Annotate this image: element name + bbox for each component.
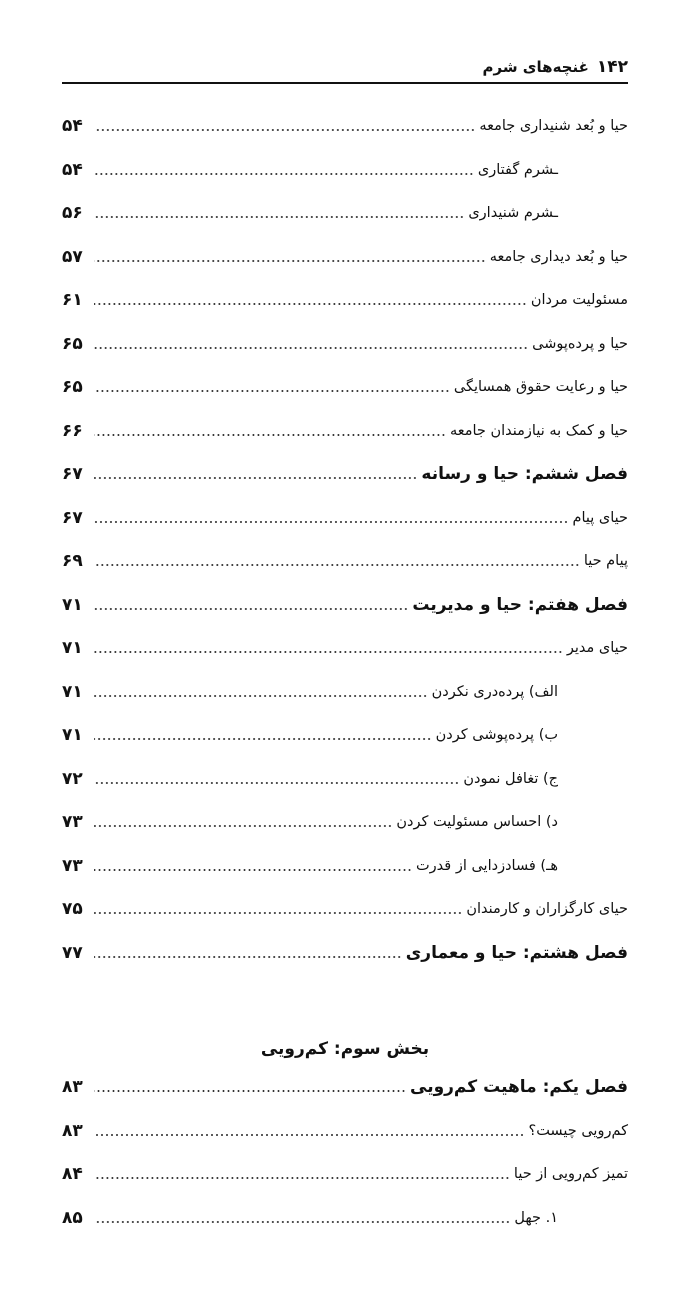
toc-page-number: ۷۱: [62, 594, 83, 615]
toc-entry-title: د) احساس مسئولیت کردن: [396, 814, 558, 830]
toc-entry-title: تمیز کم‌رویی از حیا: [513, 1166, 628, 1182]
dot-leader: [94, 1177, 510, 1179]
running-header: [62, 52, 628, 84]
dot-leader: [94, 695, 428, 697]
toc-entry-title: حیای کارگزاران و کارمندان: [466, 901, 628, 917]
toc-entry-row: [62, 889, 628, 929]
toc-entry-title: مسئولیت مردان: [530, 292, 628, 308]
toc-entry-row: [62, 106, 628, 146]
toc-entry-title: حیای مدیر: [566, 640, 628, 656]
toc-page-number: ۸۵: [62, 1207, 83, 1228]
toc-entry-title: ـشرم گفتاری: [477, 161, 558, 178]
toc-entry-row: [62, 324, 628, 364]
toc-page-number: ۵۴: [62, 116, 83, 136]
dot-leader: [94, 608, 408, 610]
dot-leader: [94, 477, 417, 479]
dot-leader: [94, 869, 412, 871]
dot-leader: [94, 1090, 406, 1092]
dot-leader: [94, 260, 486, 262]
toc-page-number: ۷۱: [62, 638, 83, 658]
dot-leader: [94, 564, 580, 566]
toc-entry-title: حیا و بُعد شنیداری جامعه: [479, 118, 628, 134]
toc-chapter-row: [62, 933, 628, 973]
toc-entry-title: ۱. جهل: [514, 1209, 558, 1226]
toc-entry-title: هـ) فسادزدایی از قدرت: [416, 857, 558, 874]
toc-chapter-row: [62, 1067, 628, 1107]
toc-page-number: ۶۱: [62, 290, 83, 310]
toc-entry-row: [62, 541, 628, 581]
toc-entry-title: فصل هفتم: حیا و مدیریت: [412, 594, 628, 615]
toc-page-number: ۶۵: [62, 333, 83, 354]
toc-page-number: ۷۱: [62, 725, 83, 745]
toc-entry-row: [62, 280, 628, 320]
dot-leader: [94, 303, 527, 305]
toc-entry-title: ـشرم شنیداری: [468, 205, 558, 221]
toc-entry-row: [62, 628, 628, 668]
dot-leader: [94, 738, 432, 740]
toc-entry-row: [62, 367, 628, 407]
toc-entry-title: حیای پیام: [572, 509, 628, 526]
toc-chapter-row: [62, 454, 628, 494]
toc-page-number: ۷۵: [62, 899, 83, 919]
dot-leader: [94, 173, 474, 175]
toc-entry-title: فصل ششم: حیا و رسانه: [421, 464, 628, 484]
toc-page-number: ۸۳: [62, 1077, 83, 1097]
part-heading: بخش سوم: کم‌رویی: [260, 1039, 430, 1059]
dot-leader: [94, 434, 446, 436]
dot-leader: [94, 521, 568, 523]
toc-entry-title: فصل یکم: ماهیت کم‌رویی: [410, 1077, 628, 1097]
toc-entry-title: حیا و بُعد دیداری جامعه: [489, 248, 628, 265]
toc-entry-row: [62, 150, 628, 190]
toc-page-number: ۵۶: [62, 203, 83, 223]
toc-page-number: ۷۷: [62, 942, 83, 963]
toc-entry-row: [62, 715, 628, 755]
toc-page-number: ۶۷: [62, 464, 83, 484]
toc-page-number: ۸۳: [62, 1120, 83, 1141]
dot-leader: [94, 347, 528, 349]
dot-leader: [94, 216, 464, 218]
toc-page-number: ۶۵: [62, 377, 83, 397]
toc-entry-row: [62, 672, 628, 712]
toc-page-number: ۶۷: [62, 507, 83, 528]
toc-entry-title: حیا و رعایت حقوق همسایگی: [453, 379, 628, 395]
dot-leader: [94, 825, 392, 827]
toc-page-number: ۵۷: [62, 246, 83, 267]
toc-entry-row: [62, 498, 628, 538]
toc-entry-title: فصل هشتم: حیا و معماری: [405, 942, 628, 963]
toc-page-number: ۷۳: [62, 812, 83, 832]
toc-entry-row: [62, 1154, 628, 1194]
dot-leader: [94, 782, 459, 784]
dot-leader: [94, 1134, 525, 1136]
dot-leader: [94, 912, 462, 914]
toc-page-number: ۷۲: [62, 768, 83, 789]
toc-entry-row: [62, 1198, 628, 1238]
toc-entry-row: [62, 759, 628, 799]
toc-entry-title: حیا و پرده‌پوشی: [532, 335, 628, 352]
toc-page-number: ۶۹: [62, 551, 83, 571]
toc-entry-row: [62, 802, 628, 842]
toc-entry-title: کم‌رویی چیست؟: [528, 1122, 628, 1139]
toc-entry-title: حیا و کمک به نیازمندان جامعه: [449, 422, 628, 439]
toc-page-number: ۸۴: [62, 1164, 83, 1184]
header-book-title: غنچه‌های شرم: [482, 58, 589, 76]
toc-chapter-row: [62, 585, 628, 625]
toc-entry-row: [62, 193, 628, 233]
toc-page-number: ۵۴: [62, 159, 83, 180]
dot-leader: [94, 956, 402, 958]
toc-entry-title: ب) پرده‌پوشی کردن: [435, 727, 558, 743]
dot-leader: [94, 129, 475, 131]
toc-entry-title: پیام حیا: [583, 553, 628, 569]
toc-entry-title: ج) تغافل نمودن: [463, 770, 558, 787]
toc-entry-title: الف) پرده‌دری نکردن: [431, 683, 558, 700]
toc-entry-row: [62, 411, 628, 451]
toc-page-number: ۷۱: [62, 681, 83, 702]
toc-page-number: ۶۶: [62, 420, 83, 441]
toc-page-number: ۷۳: [62, 855, 83, 876]
dot-leader: [94, 390, 450, 392]
toc-entry-row: [62, 237, 628, 277]
toc-entry-row: [62, 1111, 628, 1151]
dot-leader: [94, 651, 563, 653]
header-page-number: ۱۴۲: [596, 57, 628, 77]
dot-leader: [94, 1221, 510, 1223]
toc-entry-row: [62, 846, 628, 886]
